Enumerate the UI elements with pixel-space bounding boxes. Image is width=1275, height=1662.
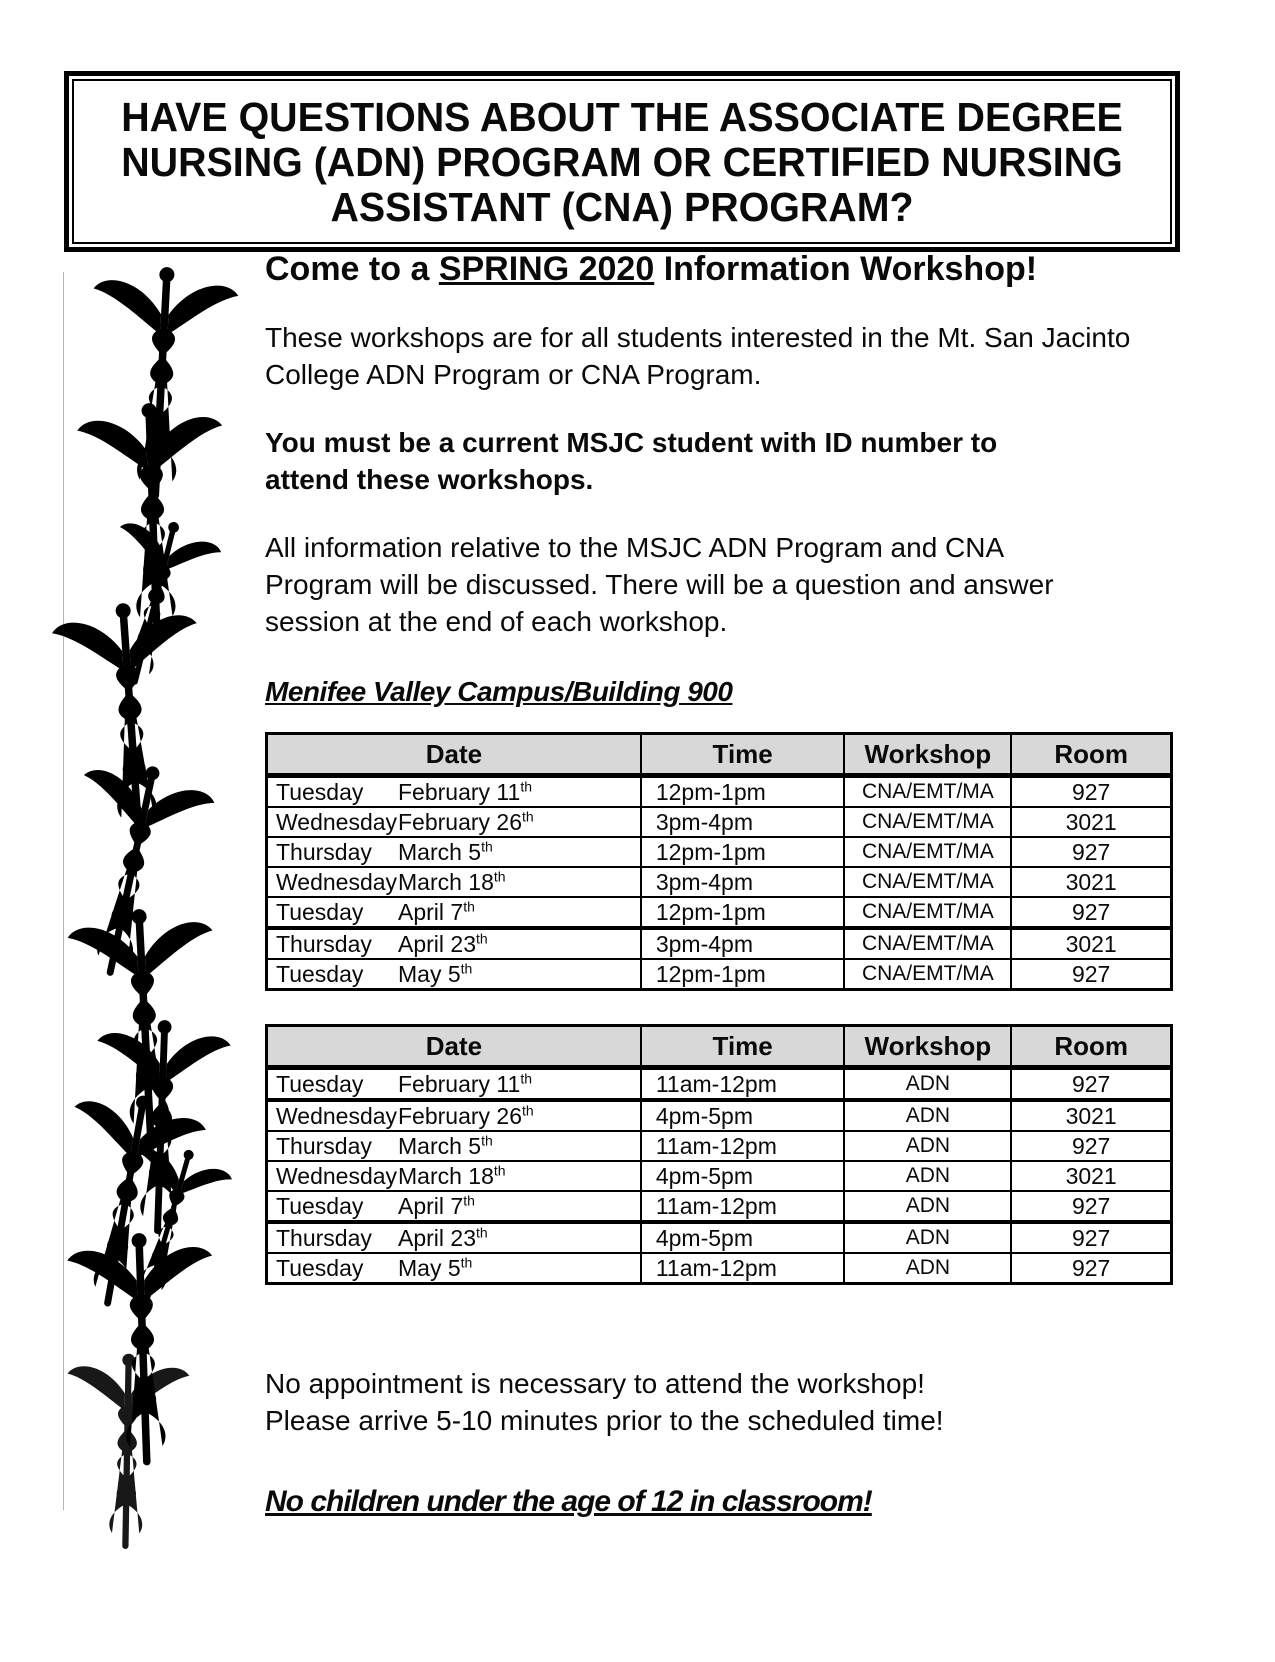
ordinal-suffix: th: [522, 807, 534, 824]
room-cell: 927: [1011, 1222, 1171, 1253]
day-text: Thursday: [276, 838, 372, 865]
day-text: Wednesday: [276, 868, 398, 895]
schedule-row: [267, 1068, 1172, 1101]
ordinal-suffix: th: [520, 777, 532, 794]
time-cell: 12pm-1pm: [641, 959, 845, 990]
date-cell: [267, 1161, 641, 1191]
column-header-room: Room: [1011, 1026, 1171, 1068]
room-cell: 3021: [1011, 928, 1171, 959]
workshop-cell: CNA/EMT/MA: [844, 837, 1011, 867]
time-cell: 3pm-4pm: [641, 928, 845, 959]
date-text: February 11th: [398, 1069, 532, 1097]
date-cell: [267, 928, 641, 959]
date-text: February 26th: [398, 807, 534, 835]
schedule-row: [267, 867, 1172, 897]
day-text: Wednesday: [276, 1162, 398, 1189]
footer-line-2: Please arrive 5-10 minutes prior to the scheduled time!: [265, 1405, 944, 1436]
room-cell: 927: [1011, 837, 1171, 867]
day-text: Thursday: [276, 930, 372, 957]
column-header-time: Time: [641, 734, 845, 776]
date-text: May 5th: [398, 1253, 473, 1281]
workshop-cell: ADN: [844, 1131, 1011, 1161]
no-children-notice: No children under the age of 12 in classroom!: [265, 1485, 872, 1518]
location-heading: Menifee Valley Campus/Building 900: [265, 676, 733, 707]
room-cell: 927: [1011, 897, 1171, 928]
banner-title-line-2: NURSING (ADN) PROGRAM OR CERTIFIED NURSING: [121, 139, 1123, 185]
title-banner-inner: [72, 79, 1172, 244]
room-cell: 927: [1011, 776, 1171, 808]
date-cell: [267, 837, 641, 867]
column-header-date: Date: [267, 734, 641, 776]
date-cell: [267, 897, 641, 928]
ordinal-suffix: th: [475, 929, 488, 946]
schedule-row: [267, 1253, 1172, 1284]
caduceus-icon: [63, 894, 227, 1163]
caduceus-icon: [47, 587, 215, 859]
room-cell: 3021: [1011, 1100, 1171, 1131]
time-cell: 11am-12pm: [641, 1253, 845, 1284]
date-text: May 5th: [398, 959, 473, 987]
schedule-row: [267, 928, 1172, 959]
date-cell: [267, 776, 641, 808]
caduceus-icon: [36, 1072, 214, 1337]
table-header-row: [267, 1026, 1172, 1068]
banner-title-line-3: ASSISTANT (CNA) PROGRAM?: [330, 184, 914, 230]
day-text: Thursday: [276, 1224, 372, 1251]
room-cell: 3021: [1011, 1161, 1171, 1191]
date-cell: [267, 1253, 641, 1284]
schedule-row: [267, 1222, 1172, 1253]
caduceus-icon: [38, 740, 224, 1008]
schedule-row: [267, 1131, 1172, 1161]
workshop-cell: CNA/EMT/MA: [844, 897, 1011, 928]
column-header-room: Room: [1011, 734, 1171, 776]
column-header-workshop: Workshop: [844, 1026, 1011, 1068]
caduceus-icon: [95, 1128, 240, 1327]
requirement-paragraph: You must be a current MSJC student with ID number to attend these workshops.: [265, 427, 998, 495]
time-cell: 12pm-1pm: [641, 776, 845, 808]
room-cell: 927: [1011, 1068, 1171, 1101]
time-cell: 3pm-4pm: [641, 807, 845, 837]
time-cell: 4pm-5pm: [641, 1161, 845, 1191]
ordinal-suffix: th: [493, 867, 506, 884]
schedule-row: [267, 897, 1172, 928]
ordinal-suffix: th: [520, 1069, 532, 1086]
room-cell: 3021: [1011, 807, 1171, 837]
date-cell: [267, 1068, 641, 1101]
workshop-cell: ADN: [844, 1191, 1011, 1222]
date-cell: [267, 1131, 641, 1161]
room-cell: 927: [1011, 1253, 1171, 1284]
day-text: Tuesday: [276, 960, 364, 987]
date-cell: [267, 959, 641, 990]
workshop-cell: CNA/EMT/MA: [844, 959, 1011, 990]
caduceus-icon: [79, 252, 243, 521]
schedule-row: [267, 1191, 1172, 1222]
workshop-cell: ADN: [844, 1253, 1011, 1284]
day-text: Tuesday: [276, 898, 364, 925]
time-cell: 4pm-5pm: [641, 1222, 845, 1253]
workshop-cell: CNA/EMT/MA: [844, 928, 1011, 959]
cna-workshop-schedule-table: [265, 732, 1173, 991]
workshop-cell: CNA/EMT/MA: [844, 867, 1011, 897]
workshop-cell: ADN: [844, 1100, 1011, 1131]
column-header-workshop: Workshop: [844, 734, 1011, 776]
day-text: Wednesday: [276, 1102, 398, 1129]
time-cell: 11am-12pm: [641, 1191, 845, 1222]
ordinal-suffix: th: [481, 1131, 493, 1148]
heading-suffix: Information Workshop!: [654, 250, 1038, 288]
time-cell: 11am-12pm: [641, 1131, 845, 1161]
day-text: Tuesday: [276, 1192, 364, 1219]
footer-line-1: No appointment is necessary to attend the workshop!: [265, 1368, 925, 1399]
date-text: March 18th: [398, 867, 506, 895]
heading-prefix: Come to a: [265, 250, 439, 288]
schedule-row: [267, 776, 1172, 808]
date-cell: [267, 807, 641, 837]
title-banner: [64, 71, 1180, 252]
ordinal-suffix: th: [460, 959, 473, 976]
workshop-cell: ADN: [844, 1068, 1011, 1101]
caduceus-icon: [62, 1341, 192, 1568]
schedule-row: [267, 807, 1172, 837]
caduceus-icon: [88, 1006, 234, 1256]
day-text: Tuesday: [276, 778, 364, 805]
room-cell: 927: [1011, 1131, 1171, 1161]
time-cell: 12pm-1pm: [641, 837, 845, 867]
intro-paragraph: These workshops are for all students interested in the Mt. San Jacinto College ADN Program or CNA Program.: [265, 322, 1131, 390]
time-cell: 12pm-1pm: [641, 897, 845, 928]
ordinal-suffix: th: [463, 1191, 475, 1208]
info-paragraph: All information relative to the MSJC ADN Program and CNA Program will be discussed. There will be a question and answer session at the end of each workshop.: [265, 532, 1054, 637]
time-cell: 4pm-5pm: [641, 1100, 845, 1131]
caduceus-icon: [63, 1219, 222, 1486]
ordinal-suffix: th: [475, 1223, 488, 1240]
date-text: April 23th: [398, 929, 488, 957]
schedule-row: [267, 837, 1172, 867]
ordinal-suffix: th: [463, 897, 475, 914]
day-text: Tuesday: [276, 1254, 364, 1281]
caduceus-icon: [73, 389, 232, 656]
schedule-row: [267, 1100, 1172, 1131]
vertical-rule: [63, 272, 64, 1510]
adn-workshop-schedule-table: [265, 1024, 1173, 1285]
workshop-cell: CNA/EMT/MA: [844, 807, 1011, 837]
heading-underlined: SPRING 2020: [438, 250, 655, 288]
column-header-date: Date: [267, 1026, 641, 1068]
ordinal-suffix: th: [481, 837, 493, 854]
time-cell: 11am-12pm: [641, 1068, 845, 1101]
caduceus-icon: [78, 498, 230, 714]
workshop-cell: ADN: [844, 1161, 1011, 1191]
banner-title-line-1: HAVE QUESTIONS ABOUT THE ASSOCIATE DEGREE: [121, 94, 1123, 140]
ordinal-suffix: th: [522, 1101, 534, 1118]
main-content: [265, 250, 1177, 1519]
workshop-heading: [265, 250, 1177, 289]
date-cell: [267, 1191, 641, 1222]
time-cell: 3pm-4pm: [641, 867, 845, 897]
date-text: March 18th: [398, 1161, 506, 1189]
workshop-cell: CNA/EMT/MA: [844, 776, 1011, 808]
table-header-row: [267, 734, 1172, 776]
room-cell: 927: [1011, 959, 1171, 990]
ordinal-suffix: th: [493, 1161, 506, 1178]
date-text: April 23th: [398, 1223, 488, 1251]
date-text: February 11th: [398, 777, 532, 805]
date-text: April 7th: [398, 897, 475, 925]
room-cell: 927: [1011, 1191, 1171, 1222]
date-text: April 7th: [398, 1191, 475, 1219]
day-text: Thursday: [276, 1132, 372, 1159]
workshop-cell: ADN: [844, 1222, 1011, 1253]
date-text: February 26th: [398, 1101, 534, 1129]
date-cell: [267, 1100, 641, 1131]
date-cell: [267, 1222, 641, 1253]
schedule-row: [267, 959, 1172, 990]
day-text: Wednesday: [276, 808, 398, 835]
schedule-row: [267, 1161, 1172, 1191]
column-header-time: Time: [641, 1026, 845, 1068]
date-cell: [267, 867, 641, 897]
date-text: March 5th: [398, 1131, 493, 1159]
no-appointment-text: [265, 1365, 1177, 1439]
date-text: March 5th: [398, 837, 493, 865]
ordinal-suffix: th: [460, 1253, 473, 1270]
room-cell: 3021: [1011, 867, 1171, 897]
day-text: Tuesday: [276, 1070, 364, 1097]
